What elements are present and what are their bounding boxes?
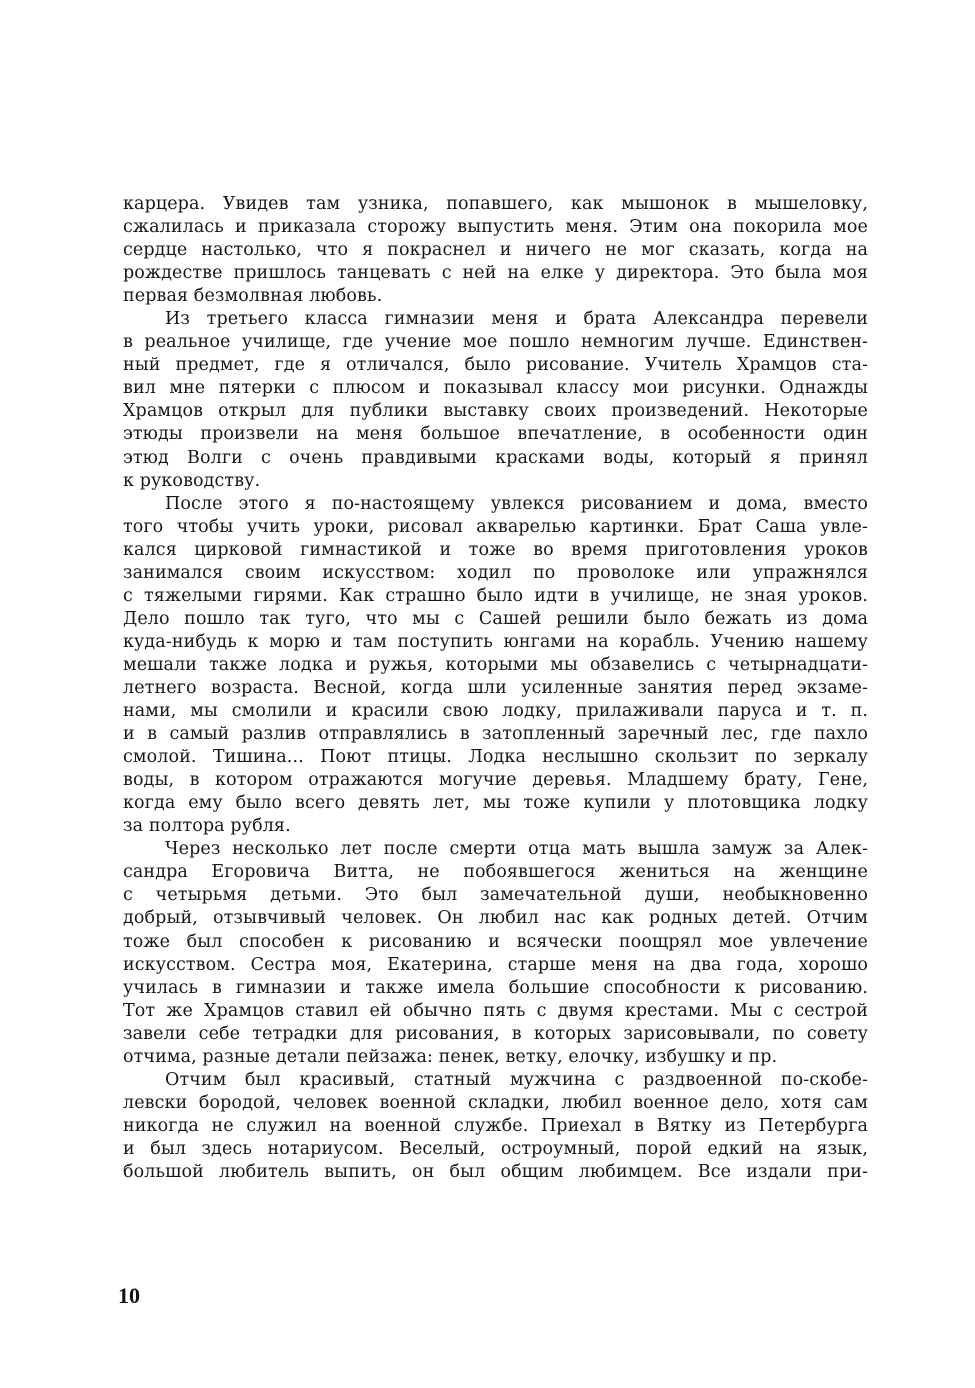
page-number: 10 (118, 1283, 140, 1308)
text-line: кался цирковой гимнастикой и тоже во время приготовления уроков (123, 539, 868, 560)
text-line: добрый, отзывчивый человек. Он любил нас как родных детей. Отчим (123, 908, 868, 929)
text-line: большой любитель выпить, он был общим любимцем. Все издали при- (123, 1161, 868, 1182)
text-line: к руководству. (123, 470, 261, 491)
text-line: смолой. Тишина... Поют птицы. Лодка неслышно скользит по зеркалу (123, 747, 868, 768)
text-line: этюды произвели на меня большое впечатление, в особенности один (123, 424, 868, 445)
text-line: нами, мы смолили и красили свою лодку, прилаживали паруса и т. п. (123, 701, 868, 722)
text-line: рождестве пришлось танцевать с ней на елке у директора. Это была моя (123, 263, 868, 284)
text-line: Из третьего класса гимназии меня и брата Александра перевели (165, 309, 868, 330)
text-line: сердце настолько, что я покраснел и ничего не мог сказать, когда на (123, 240, 868, 261)
paragraph (123, 493, 868, 839)
paragraph (123, 838, 868, 1068)
text-line: Храмцов открыл для публики выставку своих произведений. Некоторые (123, 401, 868, 422)
text-line: летнего возраста. Весной, когда шли усиленные занятия перед экзаме- (123, 677, 868, 698)
text-line: и в самый разлив отправлялись в затопленный заречный лес, где пахло (123, 724, 868, 745)
text-line: и был здесь нотариусом. Веселый, остроумный, порой едкий на язык, (123, 1138, 868, 1159)
text-line: искусством. Сестра моя, Екатерина, старше меня на два года, хорошо (123, 954, 868, 975)
text-line: ный предмет, где я отличался, было рисование. Учитель Храмцов ста- (123, 355, 868, 376)
text-line: Отчим был красивый, статный мужчина с раздвоенной по-скобе- (165, 1069, 868, 1090)
text-line: завели себе тетрадки для рисования, в которых зарисовывали, по совету (123, 1023, 868, 1044)
text-line: мешали также лодка и ружья, которыми мы обзавелись с четырнадцати- (123, 654, 868, 675)
paragraph (123, 193, 868, 308)
text-line: левски бородой, человек военной складки, любил военное дело, хотя сам (123, 1092, 868, 1113)
text-line: того чтобы учить уроки, рисовал акварелью картинки. Брат Саша увле- (123, 516, 868, 537)
text-line: воды, в котором отражаются могучие деревья. Младшему брату, Гене, (123, 770, 868, 791)
text-line: тоже был способен к рисованию и всячески поощрял мое увлечение (123, 931, 868, 952)
text-line: отчима, разные детали пейзажа: пенек, ветку, елочку, избушку и пр. (123, 1046, 778, 1067)
text-line: Дело пошло так туго, что мы с Сашей решили было бежать из дома (123, 608, 868, 629)
text-line: куда-нибудь к морю и там поступить юнгами на корабль. Учению нашему (123, 631, 868, 652)
text-line: с тяжелыми гирями. Как страшно было идти в училище, не зная уроков. (123, 585, 868, 606)
paragraph (123, 1069, 868, 1184)
text-line: когда ему было всего девять лет, мы тоже купили у плотовщика лодку (123, 793, 868, 814)
text-line: занимался своим искусством: ходил по проволоке или упражнялся (123, 562, 868, 583)
text-line: Через несколько лет после смерти отца мать вышла замуж за Алек- (165, 839, 868, 860)
text-line: этюд Волги с очень правдивыми красками воды, который я принял (123, 447, 868, 468)
text-line: Тот же Храмцов ставил ей обычно пять с двумя крестами. Мы с сестрой (123, 1000, 868, 1021)
page-text (123, 193, 868, 1184)
text-line: сандра Егоровича Витта, не побоявшегося жениться на женщине (123, 862, 868, 883)
text-line: за полтора рубля. (123, 816, 291, 837)
text-line: первая безмолвная любовь. (123, 286, 383, 307)
text-line: После этого я по-настоящему увлекся рисованием и дома, вместо (165, 493, 868, 514)
text-line: с четырьмя детьми. Это был замечательной души, необыкновенно (123, 885, 868, 906)
text-line: в реальное училище, где учение мое пошло немногим лучше. Единствен- (123, 332, 868, 353)
text-line: сжалилась и приказала сторожу выпустить меня. Этим она покорила мое (123, 217, 868, 238)
text-line: училась в гимназии и также имела большие способности к рисованию. (123, 977, 868, 998)
text-line: вил мне пятерки с плюсом и показывал классу мои рисунки. Однажды (123, 378, 868, 399)
paragraph (123, 308, 868, 492)
text-line: карцера. Увидев там узника, попавшего, как мышонок в мышеловку, (123, 194, 868, 214)
text-line: никогда не служил на военной службе. Приехал в Вятку из Петербурга (123, 1115, 868, 1136)
